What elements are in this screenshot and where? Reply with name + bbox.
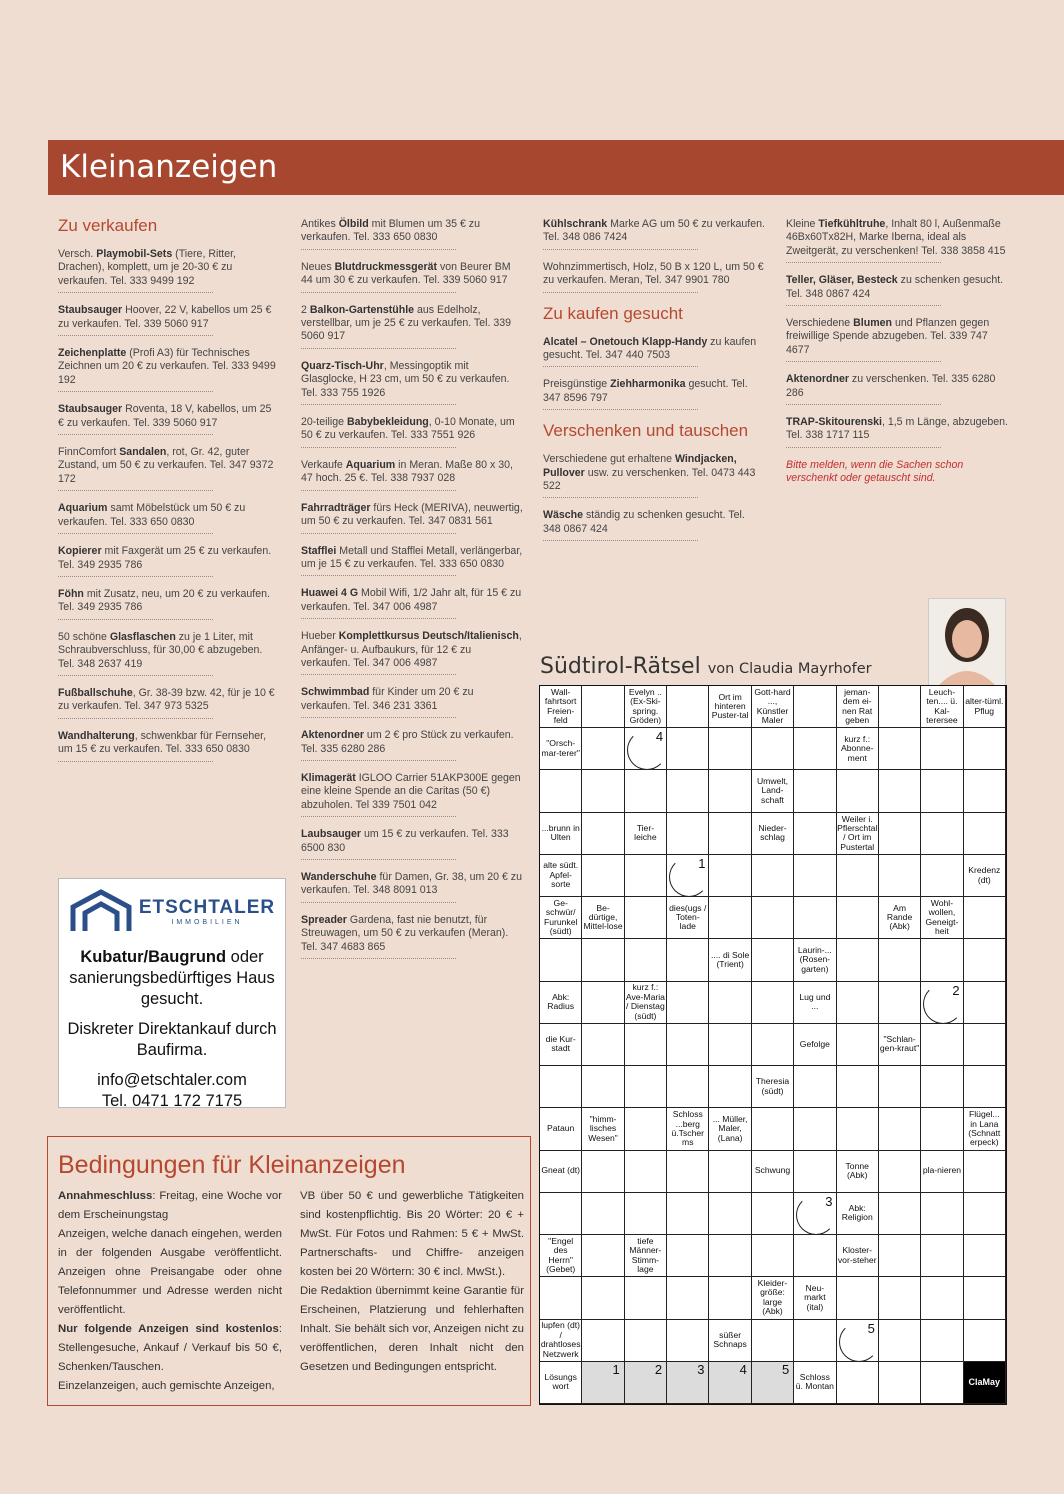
crossword-cell[interactable] xyxy=(582,982,624,1024)
crossword-cell[interactable] xyxy=(752,1235,794,1277)
crossword-cell: Kloster-vor-steher xyxy=(837,1235,879,1277)
crossword-cell[interactable] xyxy=(879,1362,921,1404)
classified-ad: FinnComfort Sandalen, rot, Gr. 42, guter Zustand, um 50 € zu verkaufen. Tel. 347 9372 172 xyxy=(58,446,213,491)
crossword-cell[interactable] xyxy=(667,1193,709,1235)
crossword-cell[interactable] xyxy=(794,813,836,855)
section-title-buy: Zu kaufen gesucht xyxy=(543,303,683,323)
classified-ad: Antikes Ölbild mit Blumen um 35 € zu verkaufen. Tel. 333 650 0830 xyxy=(301,218,456,250)
crossword-cell: Wall-fahrtsort Freien-feld xyxy=(540,686,582,728)
classified-ad: Spreader Gardena, fast nie benutzt, für Streuwagen, um 50 € zu verkaufen (Meran). Tel. 347 4683 865 xyxy=(301,914,456,959)
section-banner: Kleinanzeigen xyxy=(48,140,1064,195)
classified-ad: TRAP-Skitourenski, 1,5 m Länge, abzugeben. Tel. 338 1717 115 xyxy=(786,416,941,448)
crossword-cell[interactable] xyxy=(837,1066,879,1108)
crossword-cell[interactable] xyxy=(709,813,751,855)
crossword-cell[interactable] xyxy=(709,1024,751,1066)
crossword-cell: Schwung xyxy=(752,1151,794,1193)
crossword-cell: .... di Sole (Trient) xyxy=(709,939,751,981)
crossword-cell[interactable] xyxy=(837,770,879,812)
crossword-cell: Umwelt, Land-schaft xyxy=(752,770,794,812)
column-2 xyxy=(301,218,525,970)
classified-ad: Quarz-Tisch-Uhr, Messingoptik mit Glasglocke, H 23 cm, um 50 € zu verkaufen. Tel. 333 755 1926 xyxy=(301,360,456,405)
crossword-cell[interactable] xyxy=(837,1362,879,1404)
classified-ad: Laubsauger um 15 € zu verkaufen. Tel. 333 6500 830 xyxy=(301,828,456,860)
crossword-cell[interactable] xyxy=(667,1066,709,1108)
crossword-cell[interactable] xyxy=(667,686,709,728)
crossword-cell: Be-dürtige, Mittel-lose xyxy=(582,897,624,939)
crossword-cell[interactable] xyxy=(625,1193,667,1235)
crossword-cell[interactable] xyxy=(752,1108,794,1150)
crossword-cell[interactable] xyxy=(964,1024,1006,1066)
crossword-cell: Schloss ü. Montan xyxy=(794,1362,836,1404)
crossword-cell[interactable] xyxy=(964,728,1006,770)
classified-ad: Klimagerät IGLOO Carrier 51AKP300E gegen eine kleine Spende an die Caritas (50 €) abzuholen. Tel 339 7501 042 xyxy=(301,772,456,817)
classified-ad: Föhn mit Zusatz, neu, um 20 € zu verkaufen. Tel. 349 2935 786 xyxy=(58,588,213,620)
crossword-cell[interactable] xyxy=(582,939,624,981)
notice-text: Bitte melden, wenn die Sachen schon verschenkt oder getauscht sind. xyxy=(786,458,964,485)
crossword-cell[interactable]: 1 xyxy=(667,855,709,897)
conditions-box xyxy=(47,1136,531,1406)
crossword-cell[interactable] xyxy=(879,1193,921,1235)
crossword-cell: Evelyn .. (Ex-Ski-spring. Gröden) xyxy=(625,686,667,728)
puzzle-title: Südtirol-Rätsel von Claudia Mayrhofer xyxy=(540,654,872,679)
crossword-cell[interactable] xyxy=(709,728,751,770)
crossword-cell[interactable] xyxy=(752,1024,794,1066)
crossword-cell[interactable] xyxy=(964,1193,1006,1235)
classified-ad: Kleine Tiefkühltruhe, Inhalt 80 l, Außenmaße 46Bx60Tx82H, Marke Iberna, ideal als Zweitgerät, zu verschenken! Tel. 338 3858 415 xyxy=(786,218,941,263)
crossword-cell[interactable] xyxy=(879,1108,921,1150)
crossword-cell[interactable] xyxy=(794,1320,836,1362)
crossword-cell: Schloss ...berg ü.Tscher ms xyxy=(667,1108,709,1150)
crossword-cell[interactable] xyxy=(540,1193,582,1235)
classified-ad: Aktenordner zu verschenken. Tel. 335 6280 286 xyxy=(786,373,941,405)
crossword-cell: Nieder-schlag xyxy=(752,813,794,855)
brand-sub: IMMOBILIEN xyxy=(171,918,243,926)
crossword-cell[interactable] xyxy=(667,982,709,1024)
crossword-cell[interactable] xyxy=(921,1277,963,1319)
crossword-cell[interactable] xyxy=(752,855,794,897)
crossword-cell: "Orsch-mar-terer" xyxy=(540,728,582,770)
crossword-cell: Wohl-wollen, Geneigt-heit xyxy=(921,897,963,939)
classified-ad: Versch. Playmobil-Sets (Tiere, Ritter, Drachen), komplett, um je 20-30 € zu verkaufen. Tel. 333 9499 192 xyxy=(58,248,213,293)
crossword-cell[interactable] xyxy=(540,770,582,812)
crossword-cell: Flügel... in Lana (Schnatt erpeck) xyxy=(964,1108,1006,1150)
crossword-cell: Kredenz (dt) xyxy=(964,855,1006,897)
crossword-cell[interactable] xyxy=(879,939,921,981)
crossword-cell[interactable] xyxy=(582,1193,624,1235)
etschtaler-ad xyxy=(58,878,286,1108)
crossword-cell[interactable] xyxy=(837,939,879,981)
crossword-cell: Ge-schwür/ Furunkel (südt) xyxy=(540,897,582,939)
classified-ad: Aktenordner um 2 € pro Stück zu verkaufen. Tel. 335 6280 286 xyxy=(301,729,456,761)
crossword-grid[interactable] xyxy=(539,685,1007,1405)
crossword-cell[interactable] xyxy=(625,1320,667,1362)
crossword-cell[interactable] xyxy=(921,728,963,770)
crossword-cell[interactable] xyxy=(582,1024,624,1066)
classified-ad: Wandhalterung, schwenkbar für Fernseher, um 15 € zu verkaufen. Tel. 333 650 0830 xyxy=(58,730,213,762)
crossword-cell[interactable] xyxy=(964,770,1006,812)
crossword-cell[interactable]: 2 xyxy=(921,982,963,1024)
crossword-cell[interactable] xyxy=(625,1024,667,1066)
crossword-cell[interactable] xyxy=(794,686,836,728)
crossword-cell: Weiler i. Pflerschtal / Ort im Pustertal xyxy=(837,813,879,855)
ad-phone: Tel. 0471 172 7175 xyxy=(101,1092,243,1110)
crossword-cell: Gefolge xyxy=(794,1024,836,1066)
crossword-cell[interactable] xyxy=(582,855,624,897)
crossword-cell[interactable] xyxy=(921,1066,963,1108)
crossword-cell: Tier-leiche xyxy=(625,813,667,855)
crossword-cell[interactable] xyxy=(921,813,963,855)
crossword-cell[interactable] xyxy=(667,813,709,855)
crossword-cell: pla-nieren xyxy=(921,1151,963,1193)
crossword-cell[interactable] xyxy=(794,1108,836,1150)
crossword-cell[interactable] xyxy=(837,982,879,1024)
crossword-cell[interactable] xyxy=(582,1320,624,1362)
crossword-cell[interactable] xyxy=(964,1235,1006,1277)
portrait-icon xyxy=(929,599,1005,685)
crossword-cell: "Engel des Herrn" (Gebet) xyxy=(540,1235,582,1277)
crossword-cell: ... Müller, Maler, (Lana) xyxy=(709,1108,751,1150)
crossword-cell[interactable] xyxy=(667,1024,709,1066)
crossword-cell: Lug und ... xyxy=(794,982,836,1024)
crossword-cell[interactable] xyxy=(625,1151,667,1193)
crossword-cell[interactable] xyxy=(582,1277,624,1319)
crossword-cell[interactable] xyxy=(964,897,1006,939)
classified-ad: 50 schöne Glasflaschen zu je 1 Liter, mit Schraubverschluss, für 30,00 € abzugeben. Tel. 348 2637 419 xyxy=(58,631,213,676)
crossword-cell[interactable] xyxy=(709,1066,751,1108)
crossword-cell[interactable] xyxy=(582,1151,624,1193)
crossword-cell[interactable] xyxy=(667,1277,709,1319)
crossword-cell[interactable] xyxy=(921,1320,963,1362)
crossword-cell[interactable] xyxy=(879,1277,921,1319)
crossword-cell: lupfen (dt) / drahtloses Netzwerk xyxy=(540,1320,582,1362)
classified-ad: Verschiedene Blumen und Pflanzen gegen freiwillige Spende abzugeben. Tel. 339 747 4677 xyxy=(786,317,941,362)
crossword-cell: alter-tüml. Pflug xyxy=(964,686,1006,728)
crossword-cell[interactable] xyxy=(752,939,794,981)
crossword-cell[interactable]: 3 xyxy=(667,1362,709,1404)
crossword-cell: ...brunn in Ulten xyxy=(540,813,582,855)
crossword-cell: Kleider-größe: large (Abk) xyxy=(752,1277,794,1319)
crossword-cell[interactable] xyxy=(879,1151,921,1193)
crossword-cell[interactable] xyxy=(964,982,1006,1024)
crossword-cell[interactable] xyxy=(625,939,667,981)
section-title-swap: Verschenken und tauschen xyxy=(543,421,749,441)
crossword-cell[interactable]: 3 xyxy=(794,1193,836,1235)
crossword-cell: ClaMay xyxy=(964,1362,1006,1404)
crossword-cell[interactable] xyxy=(794,897,836,939)
crossword-cell: die Kur-stadt xyxy=(540,1024,582,1066)
crossword-cell[interactable] xyxy=(921,770,963,812)
crossword-cell[interactable] xyxy=(625,1066,667,1108)
crossword-cell: Neu-markt (ital) xyxy=(794,1277,836,1319)
conditions-col-1: Annahmeschluss: Freitag, eine Woche vor dem Erscheinungstag Anzeigen, welche danach eingehen, werden in der folgenden Ausgabe veröffentlicht. Anzeigen ohne Preisangabe oder ohne Telefonnummer und Adresse werden nicht veröffentlicht. Nur folgende Anzeigen sind kostenlos: Stellengesuche, Ankauf / Verkauf bis 50 €, Schenken/Tauschen. Einzelanzeigen, auch gemischte Anzeigen, xyxy=(58,1190,282,1392)
crossword-cell: dies(ugs / Toten-lade xyxy=(667,897,709,939)
column-1 xyxy=(58,210,280,773)
crossword-cell[interactable] xyxy=(667,939,709,981)
crossword-cell: Gneat (dt) xyxy=(540,1151,582,1193)
crossword-cell[interactable] xyxy=(794,855,836,897)
crossword-cell[interactable] xyxy=(752,728,794,770)
crossword-cell[interactable] xyxy=(837,1024,879,1066)
crossword-cell: kurz f.: Ave-Maria / Dienstag (südt) xyxy=(625,982,667,1024)
classified-ad: Preisgünstige Ziehharmonika gesucht. Tel. 347 8596 797 xyxy=(543,378,698,410)
crossword-cell[interactable] xyxy=(582,770,624,812)
crossword-cell[interactable] xyxy=(921,1024,963,1066)
crossword-cell: Am Rande (Abk) xyxy=(879,897,921,939)
crossword-cell[interactable] xyxy=(582,686,624,728)
crossword-cell: alte südt. Apfel-sorte xyxy=(540,855,582,897)
crossword-cell[interactable] xyxy=(794,728,836,770)
classified-ad: Neues Blutdruckmessgerät von Beurer BM 44 um 30 € zu verkaufen. Tel. 339 5060 917 xyxy=(301,261,456,293)
classified-ad: Staubsauger Roventa, 18 V, kabellos, um 25 € zu verkaufen. Tel. 339 5060 917 xyxy=(58,403,213,435)
column-3 xyxy=(543,218,765,552)
classified-ad: 2 Balkon-Gartenstühle aus Edelholz, verstellbar, um je 25 € zu verkaufen. Tel. 339 5060 917 xyxy=(301,304,456,349)
crossword-cell: Laurin-... (Rosen-garten) xyxy=(794,939,836,981)
classified-ad: Teller, Gläser, Besteck zu schenken gesucht. Tel. 348 0867 424 xyxy=(786,274,941,306)
ad-subline: Diskreter Direktankauf durch Baufirma. xyxy=(67,1020,277,1059)
crossword-cell[interactable] xyxy=(879,982,921,1024)
etschtaler-logo xyxy=(59,889,285,933)
crossword-cell: "Schlan-gen-kraut" xyxy=(879,1024,921,1066)
conditions-col-2: VB über 50 € und gewerbliche Tätigkeiten sind kostenpflichtig. Bis 20 Wörter: 20 € + MwSt. Für Fotos und Rahmen: 5 € + MwSt. Partnerschafts- und Chiffre- anzeigen kosten bei 20 Wörtern: 30 € incl. MwSt.). Die Redaktion übernimmt keine Garantie für Erscheinen, Platzierung und fehlerhaften Inhalt. Sie behält sich vor, Anzeigen nicht zu veröffentlichen, deren Inhalt nicht den Gesetzen und Bedingungen entspricht. xyxy=(300,1190,524,1373)
crossword-cell[interactable] xyxy=(709,1235,751,1277)
crossword-cell: Theresia (südt) xyxy=(752,1066,794,1108)
classified-ad: Wanderschuhe für Damen, Gr. 38, um 20 € zu verkaufen. Tel. 348 8091 013 xyxy=(301,871,456,903)
crossword-cell[interactable] xyxy=(540,1066,582,1108)
crossword-cell[interactable] xyxy=(752,982,794,1024)
crossword-cell[interactable] xyxy=(582,728,624,770)
crossword-cell[interactable] xyxy=(625,1108,667,1150)
crossword-cell[interactable] xyxy=(752,1320,794,1362)
author-photo xyxy=(928,598,1006,686)
crossword-cell[interactable] xyxy=(921,1193,963,1235)
crossword-cell[interactable] xyxy=(582,813,624,855)
crossword-cell[interactable] xyxy=(879,1320,921,1362)
crossword-cell[interactable] xyxy=(964,1277,1006,1319)
classified-ad: Alcatel – Onetouch Klapp-Handy zu kaufen gesucht. Tel. 347 440 7503 xyxy=(543,336,698,368)
crossword-cell[interactable] xyxy=(921,1108,963,1150)
conditions-title: Bedingungen für Kleinanzeigen xyxy=(58,1151,406,1179)
crossword-cell[interactable] xyxy=(794,1151,836,1193)
crossword-cell[interactable] xyxy=(582,1235,624,1277)
crossword-cell[interactable] xyxy=(709,1193,751,1235)
crossword-cell[interactable] xyxy=(921,1362,963,1404)
crossword-cell[interactable]: 4 xyxy=(625,728,667,770)
crossword-cell[interactable] xyxy=(879,855,921,897)
crossword-cell[interactable] xyxy=(667,1151,709,1193)
column-4 xyxy=(786,218,1011,486)
crossword-cell: Ort im hinteren Puster-tal xyxy=(709,686,751,728)
crossword-cell[interactable] xyxy=(837,855,879,897)
crossword-cell[interactable] xyxy=(837,897,879,939)
crossword-cell[interactable] xyxy=(837,1108,879,1150)
crossword-cell[interactable] xyxy=(964,813,1006,855)
crossword-cell: Lösungs wort xyxy=(540,1362,582,1404)
crossword-cell[interactable] xyxy=(667,1320,709,1362)
classified-ad: Wäsche ständig zu schenken gesucht. Tel. 348 0867 424 xyxy=(543,509,698,541)
crossword-cell: tiefe Männer-Stimm-lage xyxy=(625,1235,667,1277)
crossword-cell[interactable] xyxy=(964,939,1006,981)
classified-ad: Zeichenplatte (Profi A3) für Technisches Zeichnen um 20 € zu verkaufen. Tel. 333 9499 192 xyxy=(58,347,213,392)
house-logo-icon xyxy=(69,889,133,933)
crossword-cell: Abk: Radius xyxy=(540,982,582,1024)
classified-ad: Kopierer mit Faxgerät um 25 € zu verkaufen. Tel. 349 2935 786 xyxy=(58,545,213,577)
crossword-cell[interactable] xyxy=(625,770,667,812)
crossword-cell[interactable] xyxy=(879,1235,921,1277)
crossword-cell[interactable] xyxy=(625,897,667,939)
classified-ad: Fußballschuhe, Gr. 38-39 bzw. 42, für je 10 € zu verkaufen. Tel. 347 973 5325 xyxy=(58,687,213,719)
classified-ad: Verkaufe Aquarium in Meran. Maße 80 x 30, 47 hoch. 25 €. Tel. 338 7937 028 xyxy=(301,459,456,491)
ad-contact xyxy=(59,1070,285,1112)
crossword-cell[interactable] xyxy=(921,1235,963,1277)
crossword-cell[interactable]: 2 xyxy=(625,1362,667,1404)
crossword-cell: Gott-hard ..., Künstler Maler xyxy=(752,686,794,728)
classified-ad: Fahrradträger fürs Heck (MERIVA), neuwertig, um 50 € zu verkaufen. Tel. 347 0831 561 xyxy=(301,502,456,534)
crossword-cell[interactable] xyxy=(625,855,667,897)
classified-ad: Wohnzimmertisch, Holz, 50 B x 120 L, um 50 € zu verkaufen. Meran, Tel. 347 9901 780 xyxy=(543,261,698,293)
crossword-cell[interactable] xyxy=(667,728,709,770)
crossword-cell[interactable] xyxy=(794,1235,836,1277)
crossword-cell[interactable] xyxy=(540,1277,582,1319)
crossword-cell[interactable] xyxy=(625,1277,667,1319)
brand-name: ETSCHTALER xyxy=(138,896,276,918)
crossword-cell[interactable]: 4 xyxy=(709,1362,751,1404)
crossword-cell: Tonne (Abk) xyxy=(837,1151,879,1193)
crossword-cell[interactable] xyxy=(964,1066,1006,1108)
crossword-cell[interactable] xyxy=(837,1277,879,1319)
crossword-cell[interactable] xyxy=(582,1066,624,1108)
ad-email[interactable]: info@etschtaler.com xyxy=(97,1071,247,1089)
crossword-cell: kurz f.: Abonne-ment xyxy=(837,728,879,770)
crossword-cell[interactable] xyxy=(964,1151,1006,1193)
crossword-cell[interactable]: 5 xyxy=(837,1320,879,1362)
ad-headline: Kubatur/Baugrund oder sanierungsbedürftiges Haus gesucht. xyxy=(69,948,275,1008)
crossword-cell[interactable] xyxy=(540,939,582,981)
crossword-cell: jeman-dem ei-nen Rat geben xyxy=(837,686,879,728)
classified-ad: Kühlschrank Marke AG um 50 € zu verkaufen. Tel. 348 086 7424 xyxy=(543,218,698,250)
crossword-cell[interactable] xyxy=(879,770,921,812)
crossword-cell[interactable] xyxy=(709,897,751,939)
classified-ad: 20-teilige Babybekleidung, 0-10 Monate, um 50 € zu verkaufen. Tel. 333 7551 926 xyxy=(301,416,456,448)
crossword-cell[interactable] xyxy=(921,939,963,981)
crossword-cell: Pataun xyxy=(540,1108,582,1150)
section-title-sell: Zu verkaufen xyxy=(58,216,158,235)
classified-ad: Hueber Komplettkursus Deutsch/Italienisch, Anfänger- u. Aufbaukurs, für 12 € zu verkaufen. Tel. 347 006 4987 xyxy=(301,630,456,675)
crossword-cell: süßer Schnaps xyxy=(709,1320,751,1362)
crossword-cell[interactable] xyxy=(709,855,751,897)
crossword-cell[interactable] xyxy=(794,770,836,812)
crossword-cell[interactable] xyxy=(879,686,921,728)
crossword-cell: Abk: Religion xyxy=(837,1193,879,1235)
crossword-cell[interactable] xyxy=(964,1320,1006,1362)
crossword-cell[interactable] xyxy=(667,1235,709,1277)
crossword-cell: "himm-lisches Wesen" xyxy=(582,1108,624,1150)
crossword-cell[interactable] xyxy=(709,1151,751,1193)
crossword-cell[interactable] xyxy=(667,770,709,812)
crossword-cell[interactable]: 5 xyxy=(752,1362,794,1404)
classified-ad: Staubsauger Hoover, 22 V, kabellos um 25 € zu verkaufen. Tel. 339 5060 917 xyxy=(58,304,213,336)
crossword-cell[interactable] xyxy=(709,1277,751,1319)
classified-ad: Verschiedene gut erhaltene Windjacken, Pullover usw. zu verschenken. Tel. 0473 443 522 xyxy=(543,453,698,498)
crossword-cell[interactable] xyxy=(921,855,963,897)
crossword-cell: Leuch-ten.... ü. Kal-terersee xyxy=(921,686,963,728)
crossword-cell[interactable] xyxy=(794,1066,836,1108)
classified-ad: Huawei 4 G Mobil Wifi, 1/2 Jahr alt, für 15 € zu verkaufen. Tel. 347 006 4987 xyxy=(301,587,456,619)
classified-ad: Schwimmbad für Kinder um 20 € zu verkaufen. Tel. 346 231 3361 xyxy=(301,686,456,718)
crossword-cell[interactable] xyxy=(752,1193,794,1235)
classified-ad: Stafflei Metall und Stafflei Metall, verlängerbar, um je 15 € zu verkaufen. Tel. 333 650 0830 xyxy=(301,545,456,577)
crossword-cell[interactable] xyxy=(879,728,921,770)
crossword-cell[interactable] xyxy=(752,897,794,939)
crossword-cell[interactable] xyxy=(879,813,921,855)
crossword-cell[interactable]: 1 xyxy=(582,1362,624,1404)
crossword-cell[interactable] xyxy=(879,1066,921,1108)
crossword-cell[interactable] xyxy=(709,982,751,1024)
classified-ad: Aquarium samt Möbelstück um 50 € zu verkaufen. Tel. 333 650 0830 xyxy=(58,502,213,534)
crossword-cell[interactable] xyxy=(709,770,751,812)
